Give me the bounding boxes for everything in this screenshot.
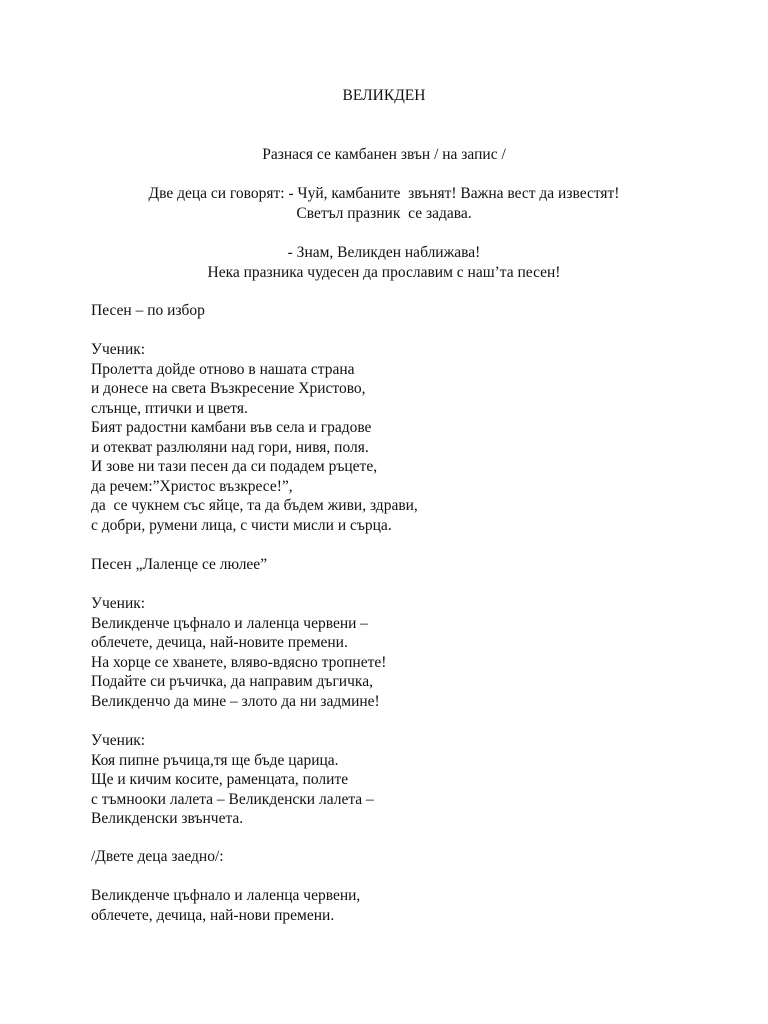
- verse-line: Великденчо да мине – злото да ни задмине!: [91, 692, 380, 710]
- verse-line: Великденче цъфнало и лаленца червени –: [91, 614, 369, 632]
- song-text: Песен – по избор: [91, 302, 205, 319]
- dialogue-line: Две деца си говорят: - Чуй, камбаните звънят! Важна вест да известят!: [148, 185, 620, 202]
- verse-line: да речем:”Христос възкресе!”,: [91, 477, 293, 495]
- dialogue-line: - Знам, Великден наближава!: [287, 244, 481, 261]
- verse-line: Великденче цъфнало и лаленца червени,: [91, 887, 361, 904]
- verse-line: с тъмнооки лалета – Великденски лалета –: [91, 790, 374, 808]
- verse-line: Бият радостни камбани във села и градове: [91, 419, 372, 436]
- dialogue-line: Светъл празник се задава.: [296, 204, 472, 222]
- song-text: Песен „Лаленце се люлее”: [91, 556, 268, 573]
- verse-line: Коя пипне ръчица,тя ще бъде царица.: [91, 751, 339, 769]
- verse-line: Пролетта дойде отново в нашата страна: [91, 360, 355, 378]
- dialogue-line: Нека празника чудесен да прославим с наш’та песен!: [207, 263, 561, 281]
- student-label: Ученик:: [91, 732, 146, 749]
- verse-line: и отекват разлюляни над гори, нивя, поля.: [91, 438, 369, 456]
- stage-direction-bells: [0, 145, 768, 165]
- final-verse-block: [91, 886, 731, 925]
- dialogue-block-1: [0, 184, 768, 223]
- both-children-direction: [91, 847, 731, 867]
- song-heading-2: [91, 555, 731, 575]
- document-title: [0, 86, 768, 106]
- student-block-1: [91, 340, 731, 535]
- verse-line: облечете, дечица, най-нови премени.: [91, 906, 335, 924]
- verse-line: На хорце се хванете, вляво-вдясно тропнете!: [91, 653, 387, 671]
- verse-line: да се чукнем със яйце, та да бъдем живи, здрави,: [91, 497, 418, 514]
- verse-line: И зове ни тази песен да си подадем ръцете,: [91, 458, 378, 475]
- verse-line: слънце, птички и цветя.: [91, 399, 248, 417]
- student-block-3: [91, 731, 731, 829]
- song-heading-1: [91, 301, 731, 321]
- subtitle-text: Разнася се камбанен звън / на запис /: [262, 146, 506, 163]
- student-label: Ученик:: [91, 341, 146, 358]
- verse-line: с добри, румени лица, с чисти мисли и сърца.: [91, 516, 392, 534]
- student-block-2: [91, 594, 731, 711]
- student-label: Ученик:: [91, 595, 146, 612]
- dialogue-block-2: [0, 243, 768, 282]
- verse-line: Великденски звънчета.: [91, 810, 244, 827]
- verse-line: облечете, дечица, най-новите премени.: [91, 634, 348, 651]
- title-text: ВЕЛИКДЕН: [342, 87, 426, 104]
- verse-line: Подайте си ръчичка, да направим дъгичка,: [91, 673, 373, 690]
- verse-line: Ще и кичим косите, раменцата, полите: [91, 771, 349, 788]
- stage-direction-text: /Двете деца заедно/:: [91, 848, 224, 865]
- verse-line: и донесе на света Възкресение Христово,: [91, 380, 366, 397]
